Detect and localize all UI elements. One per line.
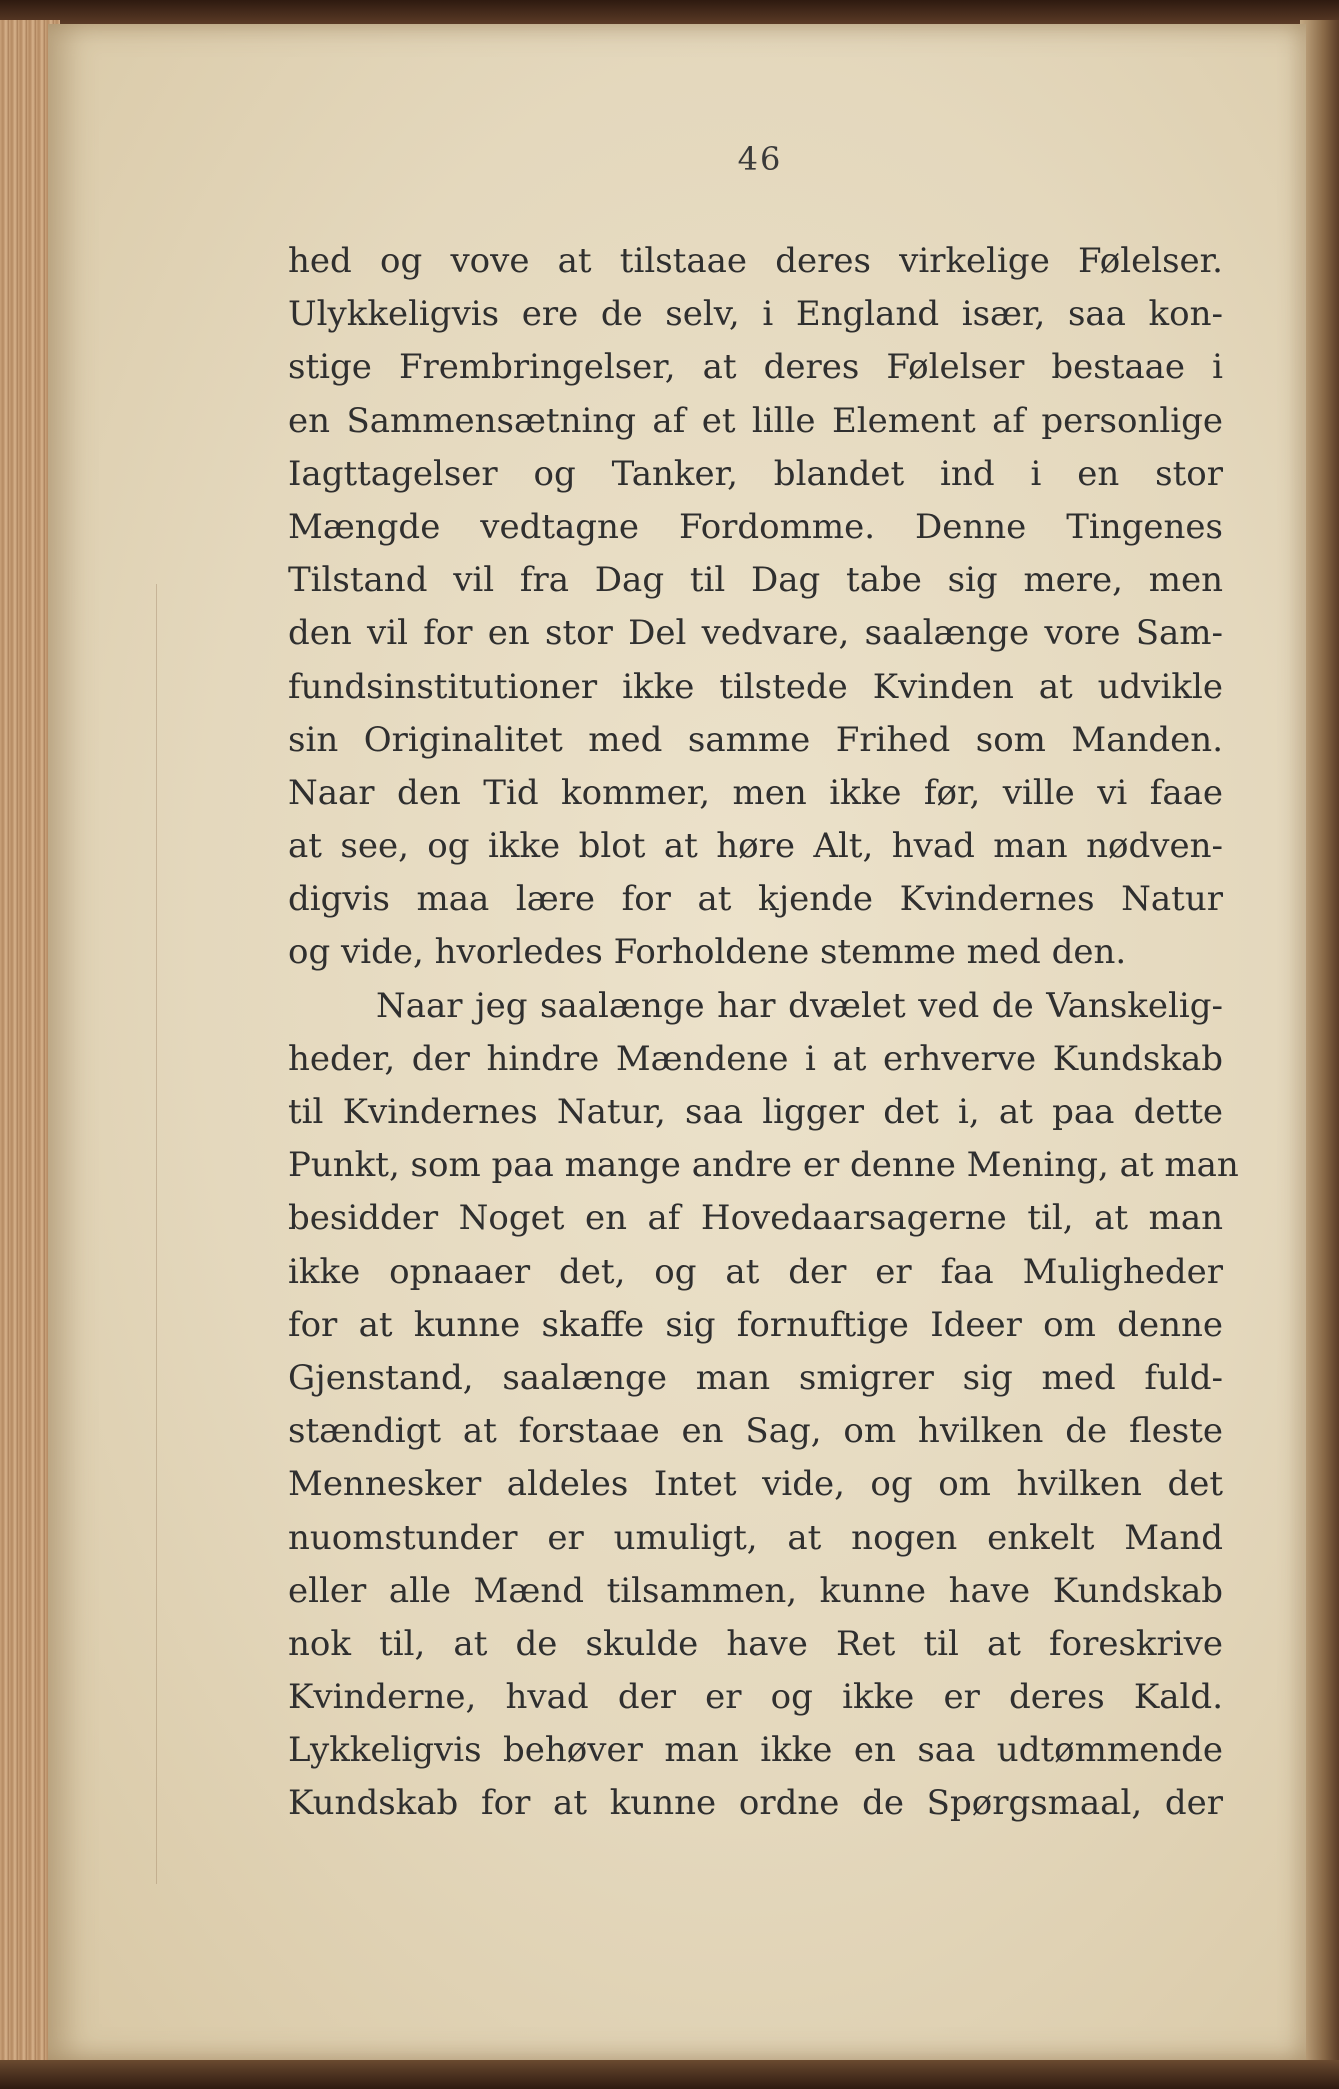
body-text: [288, 235, 1239, 1831]
text-line: eller alle Mænd tilsammen, kunne have Kundskab: [288, 1570, 1223, 1611]
text-line: heder, der hindre Mændene i at erhverve Kundskab: [288, 1038, 1223, 1079]
text-line: nuomstunder er umuligt, at nogen enkelt Mand: [288, 1517, 1223, 1558]
text-line: fundsinstitutioner ikke tilstede Kvinden at udvikle: [288, 666, 1223, 707]
text-line: Ulykkeligvis ere de selv, i England især, saa kon-: [288, 294, 1223, 335]
page-number: 46: [737, 140, 783, 178]
book-binding-top: [0, 0, 1339, 24]
text-line: besidder Noget en af Hovedaarsagerne til, at man: [288, 1198, 1223, 1239]
text-line: Mængde vedtagne Fordomme. Denne Tingenes: [288, 506, 1223, 547]
text-line: stige Frembringelser, at deres Følelser bestaae i: [288, 347, 1223, 388]
text-line: Iagttagelser og Tanker, blandet ind i en stor: [288, 453, 1223, 494]
text-line: Naar den Tid kommer, men ikke før, ville vi faae: [288, 772, 1223, 813]
text-line: Punkt, som paa mange andre er denne Mening, at man: [288, 1145, 1239, 1186]
text-line: stændigt at forstaae en Sag, om hvilken de fleste: [288, 1411, 1223, 1452]
text-line: til Kvindernes Natur, saa ligger det i, at paa dette: [288, 1092, 1223, 1132]
text-line: Gjenstand, saalænge man smigrer sig med fuld-: [288, 1357, 1223, 1398]
text-line: at see, og ikke blot at høre Alt, hvad man nødven-: [288, 826, 1223, 867]
text-line: Mennesker aldeles Intet vide, og om hvilken det: [288, 1464, 1223, 1505]
text-line: og vide, hvorledes Forholdene stemme med den.: [288, 932, 1127, 973]
text-line: for at kunne skaffe sig fornuftige Ideer om denne: [288, 1304, 1223, 1345]
text-line: den vil for en stor Del vedvare, saalænge vore Sam-: [288, 613, 1223, 654]
text-line: hed og vove at tilstaae deres virkelige Følelser.: [288, 241, 1223, 281]
text-line: sin Originalitet med samme Frihed som Manden.: [288, 719, 1223, 760]
text-line: Naar jeg saalænge har dvælet ved de Vanskelig-: [376, 985, 1223, 1026]
text-line: nok til, at de skulde have Ret til at foreskrive: [288, 1623, 1223, 1664]
text-line: en Sammensætning af et lille Element af personlige: [288, 400, 1223, 441]
book-binding-bottom: [0, 2060, 1339, 2089]
text-line: digvis maa lære for at kjende Kvindernes Natur: [288, 879, 1223, 920]
text-line: Tilstand vil fra Dag til Dag tabe sig mere, men: [288, 560, 1223, 601]
text-line: ikke opnaaer det, og at der er faa Muligheder: [288, 1251, 1223, 1292]
text-line: Kundskab for at kunne ordne de Spørgsmaal, der: [288, 1783, 1223, 1824]
gutter-crease: [156, 584, 157, 1884]
text-line: Lykkeligvis behøver man ikke en saa udtømmende: [288, 1730, 1223, 1771]
text-line: Kvinderne, hvad der er og ikke er deres Kald.: [288, 1677, 1223, 1718]
